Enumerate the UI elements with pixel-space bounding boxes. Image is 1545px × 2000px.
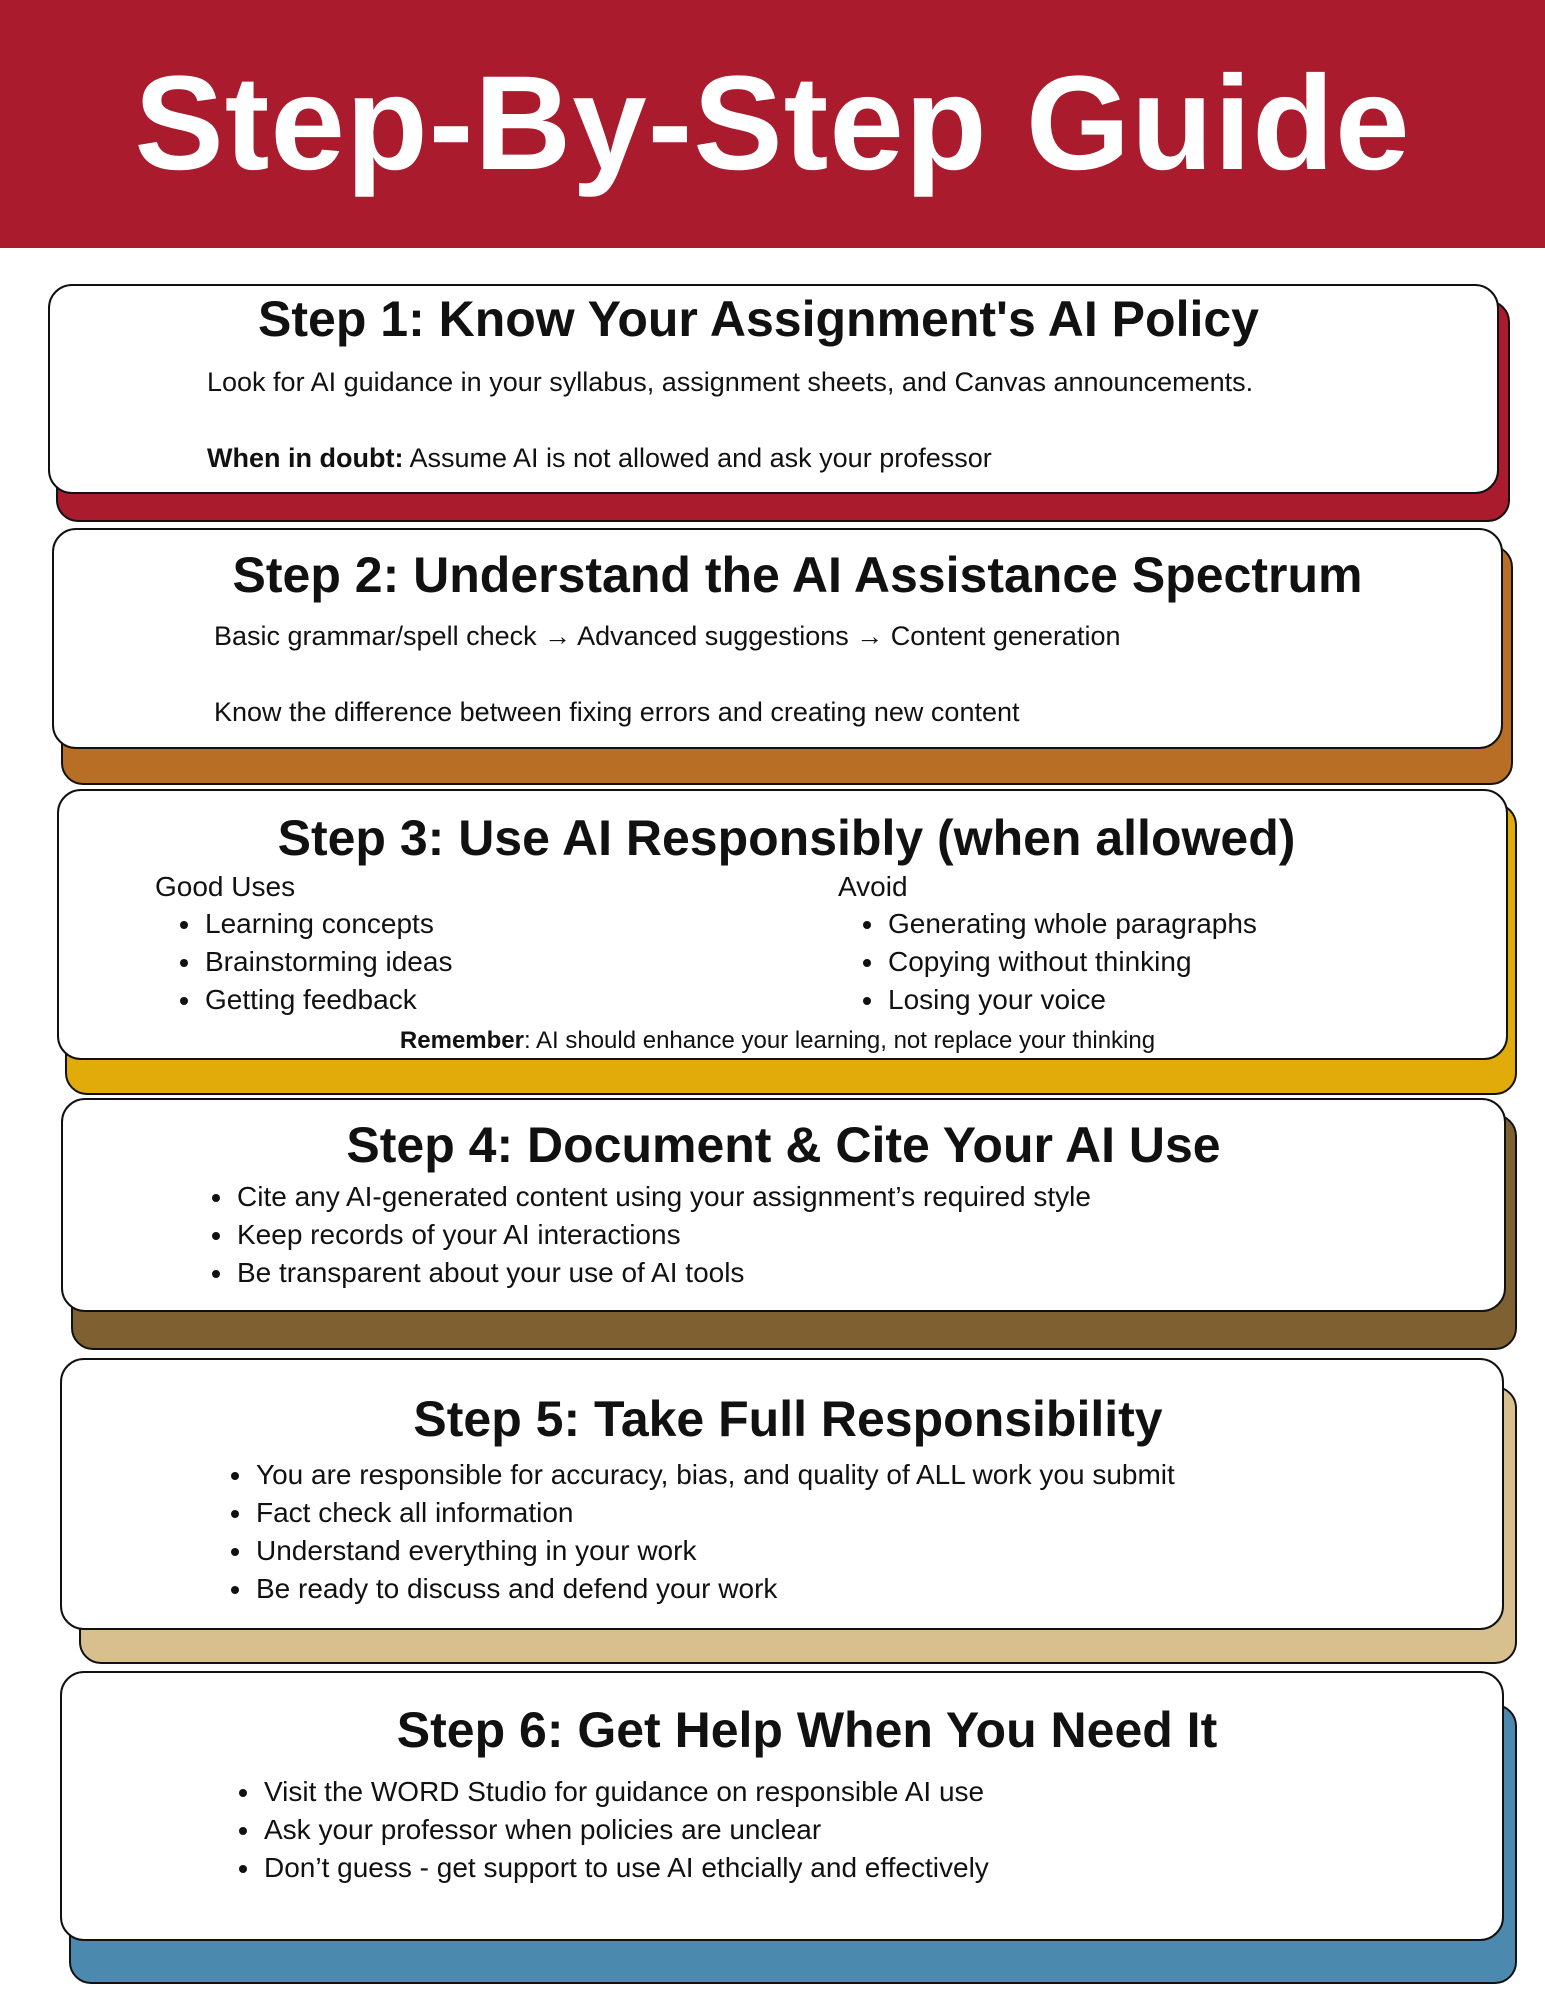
step-1-doubt-text: Assume AI is not allowed and ask your professor	[403, 443, 992, 473]
good-uses-heading: Good Uses	[155, 871, 296, 902]
step-1-doubt-label: When in doubt:	[207, 443, 404, 473]
step-6-card	[60, 1671, 1504, 1941]
list-item: • Ask your professor when policies are unclear	[262, 1811, 989, 1849]
page-title: Step-By-Step Guide	[134, 49, 1411, 198]
step-6-list	[214, 1773, 989, 1887]
list-item: • Cite any AI-generated content using your assignment’s required style	[235, 1178, 1091, 1216]
list-item: • You are responsible for accuracy, bias, and quality of ALL work you submit	[254, 1456, 1175, 1494]
step-1-title: Step 1: Know Your Assignment's AI Policy	[258, 291, 1259, 347]
step-1-text: Look for AI guidance in your syllabus, assignment sheets, and Canvas announcements.	[207, 367, 1254, 397]
remember-label: Remember	[399, 1027, 524, 1054]
step-3-card	[57, 789, 1508, 1060]
step-5-card	[60, 1358, 1504, 1630]
step-2-line-1: Basic grammar/spell check → Advanced suggestions → Content generation	[214, 621, 1121, 651]
list-item: • Generating whole paragraphs	[886, 905, 1257, 943]
list-item: • Understand everything in your work	[254, 1532, 1175, 1570]
list-item: • Keep records of your AI interactions	[235, 1216, 1091, 1254]
step-1-doubt	[207, 442, 992, 474]
step-5-list	[206, 1456, 1175, 1608]
step-3-title: Step 3: Use AI Responsibly (when allowed)	[277, 810, 1296, 866]
list-item: • Fact check all information	[254, 1494, 1175, 1532]
header-banner	[0, 0, 1545, 248]
step-2-title: Step 2: Understand the AI Assistance Spectrum	[232, 547, 1363, 603]
step-4-card	[61, 1098, 1506, 1312]
list-item: • Be ready to discuss and defend your work	[254, 1570, 1175, 1608]
list-item: • Brainstorming ideas	[203, 943, 452, 981]
step-5-title: Step 5: Take Full Responsibility	[413, 1391, 1163, 1447]
list-item: • Visit the WORD Studio for guidance on responsible AI use	[262, 1773, 989, 1811]
list-item: • Copying without thinking	[886, 943, 1257, 981]
step-2-card	[52, 528, 1503, 749]
list-item: • Getting feedback	[203, 981, 452, 1019]
step-6-title: Step 6: Get Help When You Need It	[396, 1702, 1218, 1758]
step-2-line-2: Know the difference between fixing errors and creating new content	[214, 697, 1020, 727]
list-item: • Learning concepts	[203, 905, 452, 943]
step-3-remember	[49, 1027, 1506, 1055]
good-uses-list	[155, 905, 452, 1019]
step-4-title: Step 4: Document & Cite Your AI Use	[346, 1117, 1221, 1173]
step-4-list	[187, 1178, 1091, 1292]
avoid-list	[838, 905, 1257, 1019]
step-1-card	[48, 284, 1499, 494]
list-item: • Be transparent about your use of AI tools	[235, 1254, 1091, 1292]
remember-text: : AI should enhance your learning, not replace your thinking	[523, 1027, 1156, 1054]
list-item: • Don’t guess - get support to use AI ethcially and effectively	[262, 1849, 989, 1887]
list-item: • Losing your voice	[886, 981, 1257, 1019]
avoid-heading: Avoid	[838, 871, 908, 902]
